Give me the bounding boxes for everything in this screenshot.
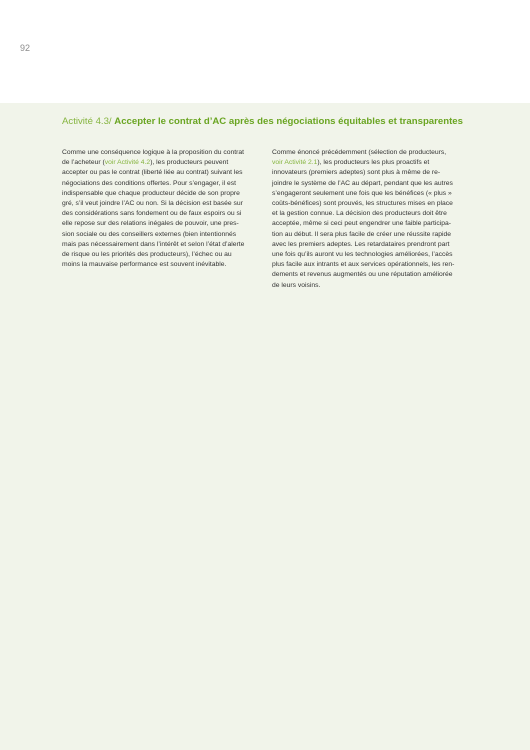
text-segment: mais pas nécessairement dans l’intérêt et selon l’état d’alerte: [62, 240, 245, 248]
text-line: [62, 148, 258, 158]
text-segment: avec les premiers adeptes. Les retardataires prendront part: [272, 240, 450, 248]
left-column-text: [62, 148, 258, 270]
text-line: [272, 168, 470, 178]
text-segment: innovateurs (premiers adeptes) sont plus à même de re-: [272, 169, 441, 177]
text-line: [62, 158, 258, 168]
text-line: [272, 281, 470, 291]
text-segment: de l’acheteur (: [62, 159, 105, 167]
text-segment: négociations des conditions offertes. Pour s’engager, il est: [62, 179, 236, 187]
text-line: [272, 230, 470, 240]
text-line: [62, 189, 258, 199]
text-line: [272, 189, 470, 199]
text-line: [272, 199, 470, 209]
text-line: [272, 179, 470, 189]
text-line: [62, 250, 258, 260]
text-line: [62, 219, 258, 229]
activity-title: Accepter le contrat d’AC après des négociations équitables et transparentes: [114, 116, 463, 127]
text-segment: de risque ou les priorités des producteurs), l’échec ou au: [62, 251, 232, 259]
text-segment: Comme une conséquence logique à la proposition du contrat: [62, 149, 244, 156]
text-segment: elle repose sur des relations inégales de pouvoir, une pres-: [62, 220, 239, 228]
activity-heading: [62, 115, 502, 128]
activity-reference-link[interactable]: voir Activité 4.2: [104, 159, 151, 167]
page-number: 92: [20, 43, 31, 53]
text-segment: acceptée, même si ceci peut engendrer une faible participa-: [272, 220, 451, 228]
text-line: [62, 209, 258, 219]
text-line: [272, 260, 470, 270]
text-line: [272, 219, 470, 229]
text-segment: plus facile aux intrants et aux services opérationnels, les ren-: [272, 261, 455, 269]
text-line: [272, 270, 470, 280]
text-segment: ), les producteurs les plus proactifs et: [317, 159, 430, 167]
activity-reference-link[interactable]: voir Activité 2.1: [272, 159, 318, 167]
text-segment: ), les producteurs peuvent: [150, 159, 229, 167]
text-line: [272, 158, 470, 168]
text-line: [272, 250, 470, 260]
text-line: [62, 199, 258, 209]
text-segment: de leurs voisins.: [272, 281, 321, 289]
text-segment: s’engageront seulement une fois que les bénéfices (« plus »: [272, 189, 452, 197]
text-segment: une fois qu’ils auront vu les technologies améliorées, l’accès: [272, 251, 453, 259]
text-segment: gré, s’il veut joindre l’AC ou non. Si la décision est basée sur: [62, 200, 243, 208]
activity-number: Activité 4.3/: [62, 116, 112, 127]
text-segment: tion au début. Il sera plus facile de créer une réussite rapide: [272, 230, 451, 238]
text-line: [62, 179, 258, 189]
text-segment: accepter ou pas le contrat (liberté liée au contrat) suivant les: [62, 169, 243, 177]
text-segment: joindre le système de l’AC au départ, pendant que les autres: [272, 179, 453, 187]
text-segment: indispensable que chaque producteur décide de son propre: [62, 189, 240, 197]
text-segment: Comme énoncé précédemment (sélection de producteurs,: [272, 149, 447, 156]
text-segment: des considérations sans fondement ou de faux espoirs ou si: [62, 210, 242, 218]
text-line: [272, 240, 470, 250]
text-line: [272, 209, 470, 219]
text-segment: et la gestion connue. La décision des producteurs doit être: [272, 210, 447, 218]
text-line: [62, 230, 258, 240]
right-column-text: [272, 148, 470, 291]
text-line: [272, 148, 470, 158]
text-line: [62, 260, 258, 270]
text-segment: dements et revenus augmentés ou une réputation améliorée: [272, 271, 453, 279]
text-segment: sion sociale ou des conseillers externes (bien intentionnés: [62, 230, 237, 238]
text-line: [62, 240, 258, 250]
text-segment: coûts-bénéfices) sont prouvés, les structures mises en place: [272, 200, 453, 208]
text-line: [62, 168, 258, 178]
text-segment: moins la mauvaise performance est souvent inévitable.: [62, 261, 227, 269]
